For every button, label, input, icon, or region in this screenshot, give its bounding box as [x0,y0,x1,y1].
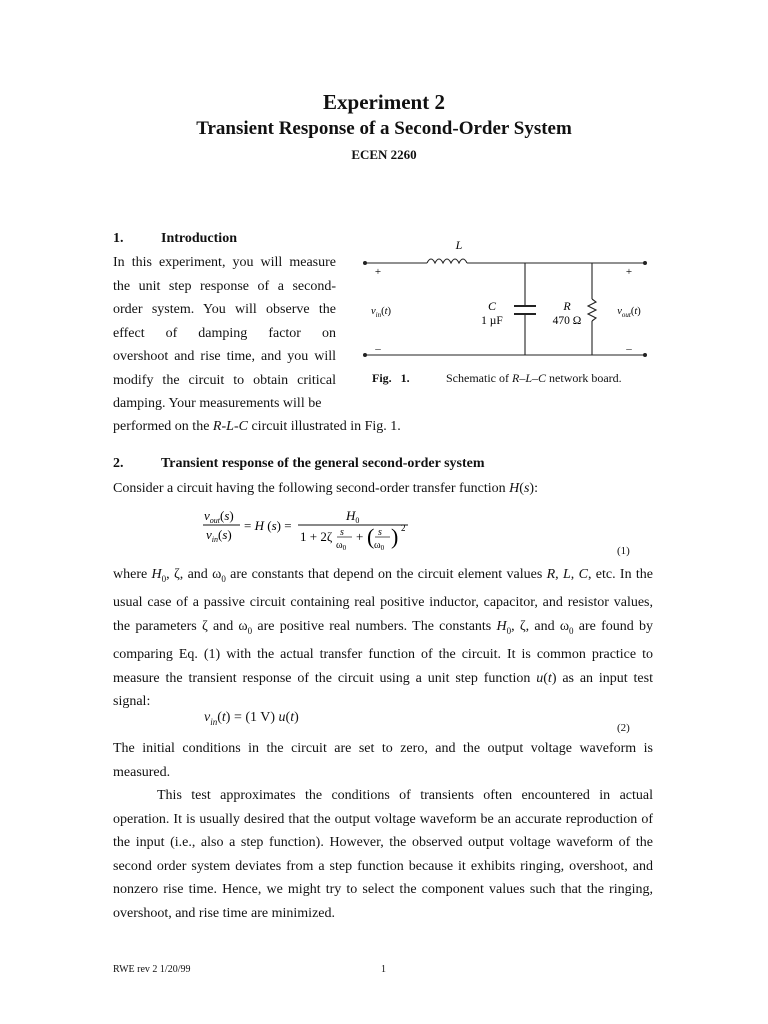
section-1-line: modify the circuit to obtain critical [113,372,336,388]
svg-text:s: s [340,527,344,538]
capacitor-value: 1 µF [481,315,503,327]
output-minus: – [626,343,632,355]
input-terminal-bottom [363,353,367,357]
figure-1-caption [372,371,622,386]
resistor-label: R [563,299,571,313]
section-2-title: Transient response of the general second-order system [161,456,485,471]
output-terminal-top [643,261,647,265]
figure-1-caption-label: Fig. 1. [372,371,410,385]
equation-1 [200,506,430,562]
svg-text:2: 2 [401,523,406,533]
section-1-line: order system. You will observe the [113,302,336,317]
svg-text:= H (s) =: = H (s) = [244,518,292,533]
svg-text:vin(s): $v_{in}(s)$ [206,527,232,544]
section-1-line: effect of damping factor on [113,325,336,341]
section-2-paragraph-1-text: where $H_0$, ζ, and $\omega_0$ are constants that depend on the circuit element values R, L, C, etc. In the usual case of a passive circuit containing real positive inductor, capacitor, and resistor values, the parameters ζ and $\omega_0$ are positive real numbers. The constants $H_0$, ζ, and $\omega_0$ are found by comparing Eq. (1) with the actual transfer function of the circuit. It is common practice to measure the transient response of the circuit using a unit step function u(t) as an input test signal: [113,567,654,710]
page-number: 1 [381,964,386,975]
section-2-paragraph-2: The initial conditions in the circuit are set to zero, and the output voltage waveform is measured. [113,741,653,780]
svg-text:(: ( [367,524,375,549]
svg-text:ω0: $\omega_0$ [374,540,385,552]
section-2-intro-text: Consider a circuit having the following second-order transfer function H(s): [113,481,538,496]
input-minus: – [375,343,381,355]
svg-text:ω0: $\omega_0$ [336,540,347,552]
section-1-line: damping. Your measurements will be [113,396,322,411]
section-1-line: overshoot and rise time, and you will [113,349,336,364]
svg-text:H0: $H_0$ [346,508,360,525]
section-1-line: the unit step response of a second- [113,278,336,294]
footer-revision: RWE rev 2 1/20/99 [113,964,191,975]
section-1-title: Introduction [161,231,237,246]
svg-text:vout(s): $v_{out}(s)$ [204,508,234,525]
figure-1-caption-text: Schematic of R–L–C network board. [446,371,622,385]
equation-1-number: (1) [617,545,630,557]
output-voltage-label: $v_{out}(t)$ [617,306,641,319]
section-1-last-line [113,415,613,439]
section-2-number: 2. [113,456,124,471]
section-1-line: In this experiment, you will measure [113,255,336,270]
resistor-symbol [588,299,596,321]
svg-text:1 + 2ζ: 1 + 2ζ [300,529,333,544]
svg-text:s: s [378,527,382,538]
output-plus: + [625,266,633,278]
inductor-label: L [455,238,463,252]
section-1-number: 1. [113,231,124,246]
section-1-heading [113,231,237,247]
equation-2 [204,710,299,727]
input-plus: + [374,266,382,278]
resistor-value: 470 Ω [552,315,582,327]
svg-text:): ) [391,524,399,549]
svg-text:+: + [356,529,364,544]
section-2-intro [113,477,653,501]
section-2-paragraph-1 [113,563,653,714]
input-voltage-label: $v_{in}(t)$ [370,306,392,319]
section-2-paragraph-3: This test approximates the conditions of transients often encountered in actual operation. It is usually desired that the output voltage waveform be an accurate reproduction of the input (i.e., also a step function). However, the observed output voltage waveform of the second order system deviates from a step function because it exhibits ringing, overshoot, and nonzero rise time. Hence, we might try to select the component values such that the ringing, overshoot, and rise time are minimized. [113,788,653,921]
page-title: Experiment 2 [323,90,445,114]
output-terminal-bottom [643,353,647,357]
course-code: ECEN 2260 [351,147,417,162]
equation-2-number: (2) [617,722,630,734]
page-subtitle: Transient Response of a Second-Order System [196,118,572,139]
inductor-symbol [427,259,467,263]
input-terminal-top [363,261,367,265]
capacitor-label: C [487,299,497,313]
equation-2-text: $v_{in}(t) = (1$ V) u(t) [204,710,299,727]
section-1-last-line-text: performed on the R-L-C circuit illustrated in Fig. 1. [113,419,401,434]
section-2-heading [113,456,485,472]
